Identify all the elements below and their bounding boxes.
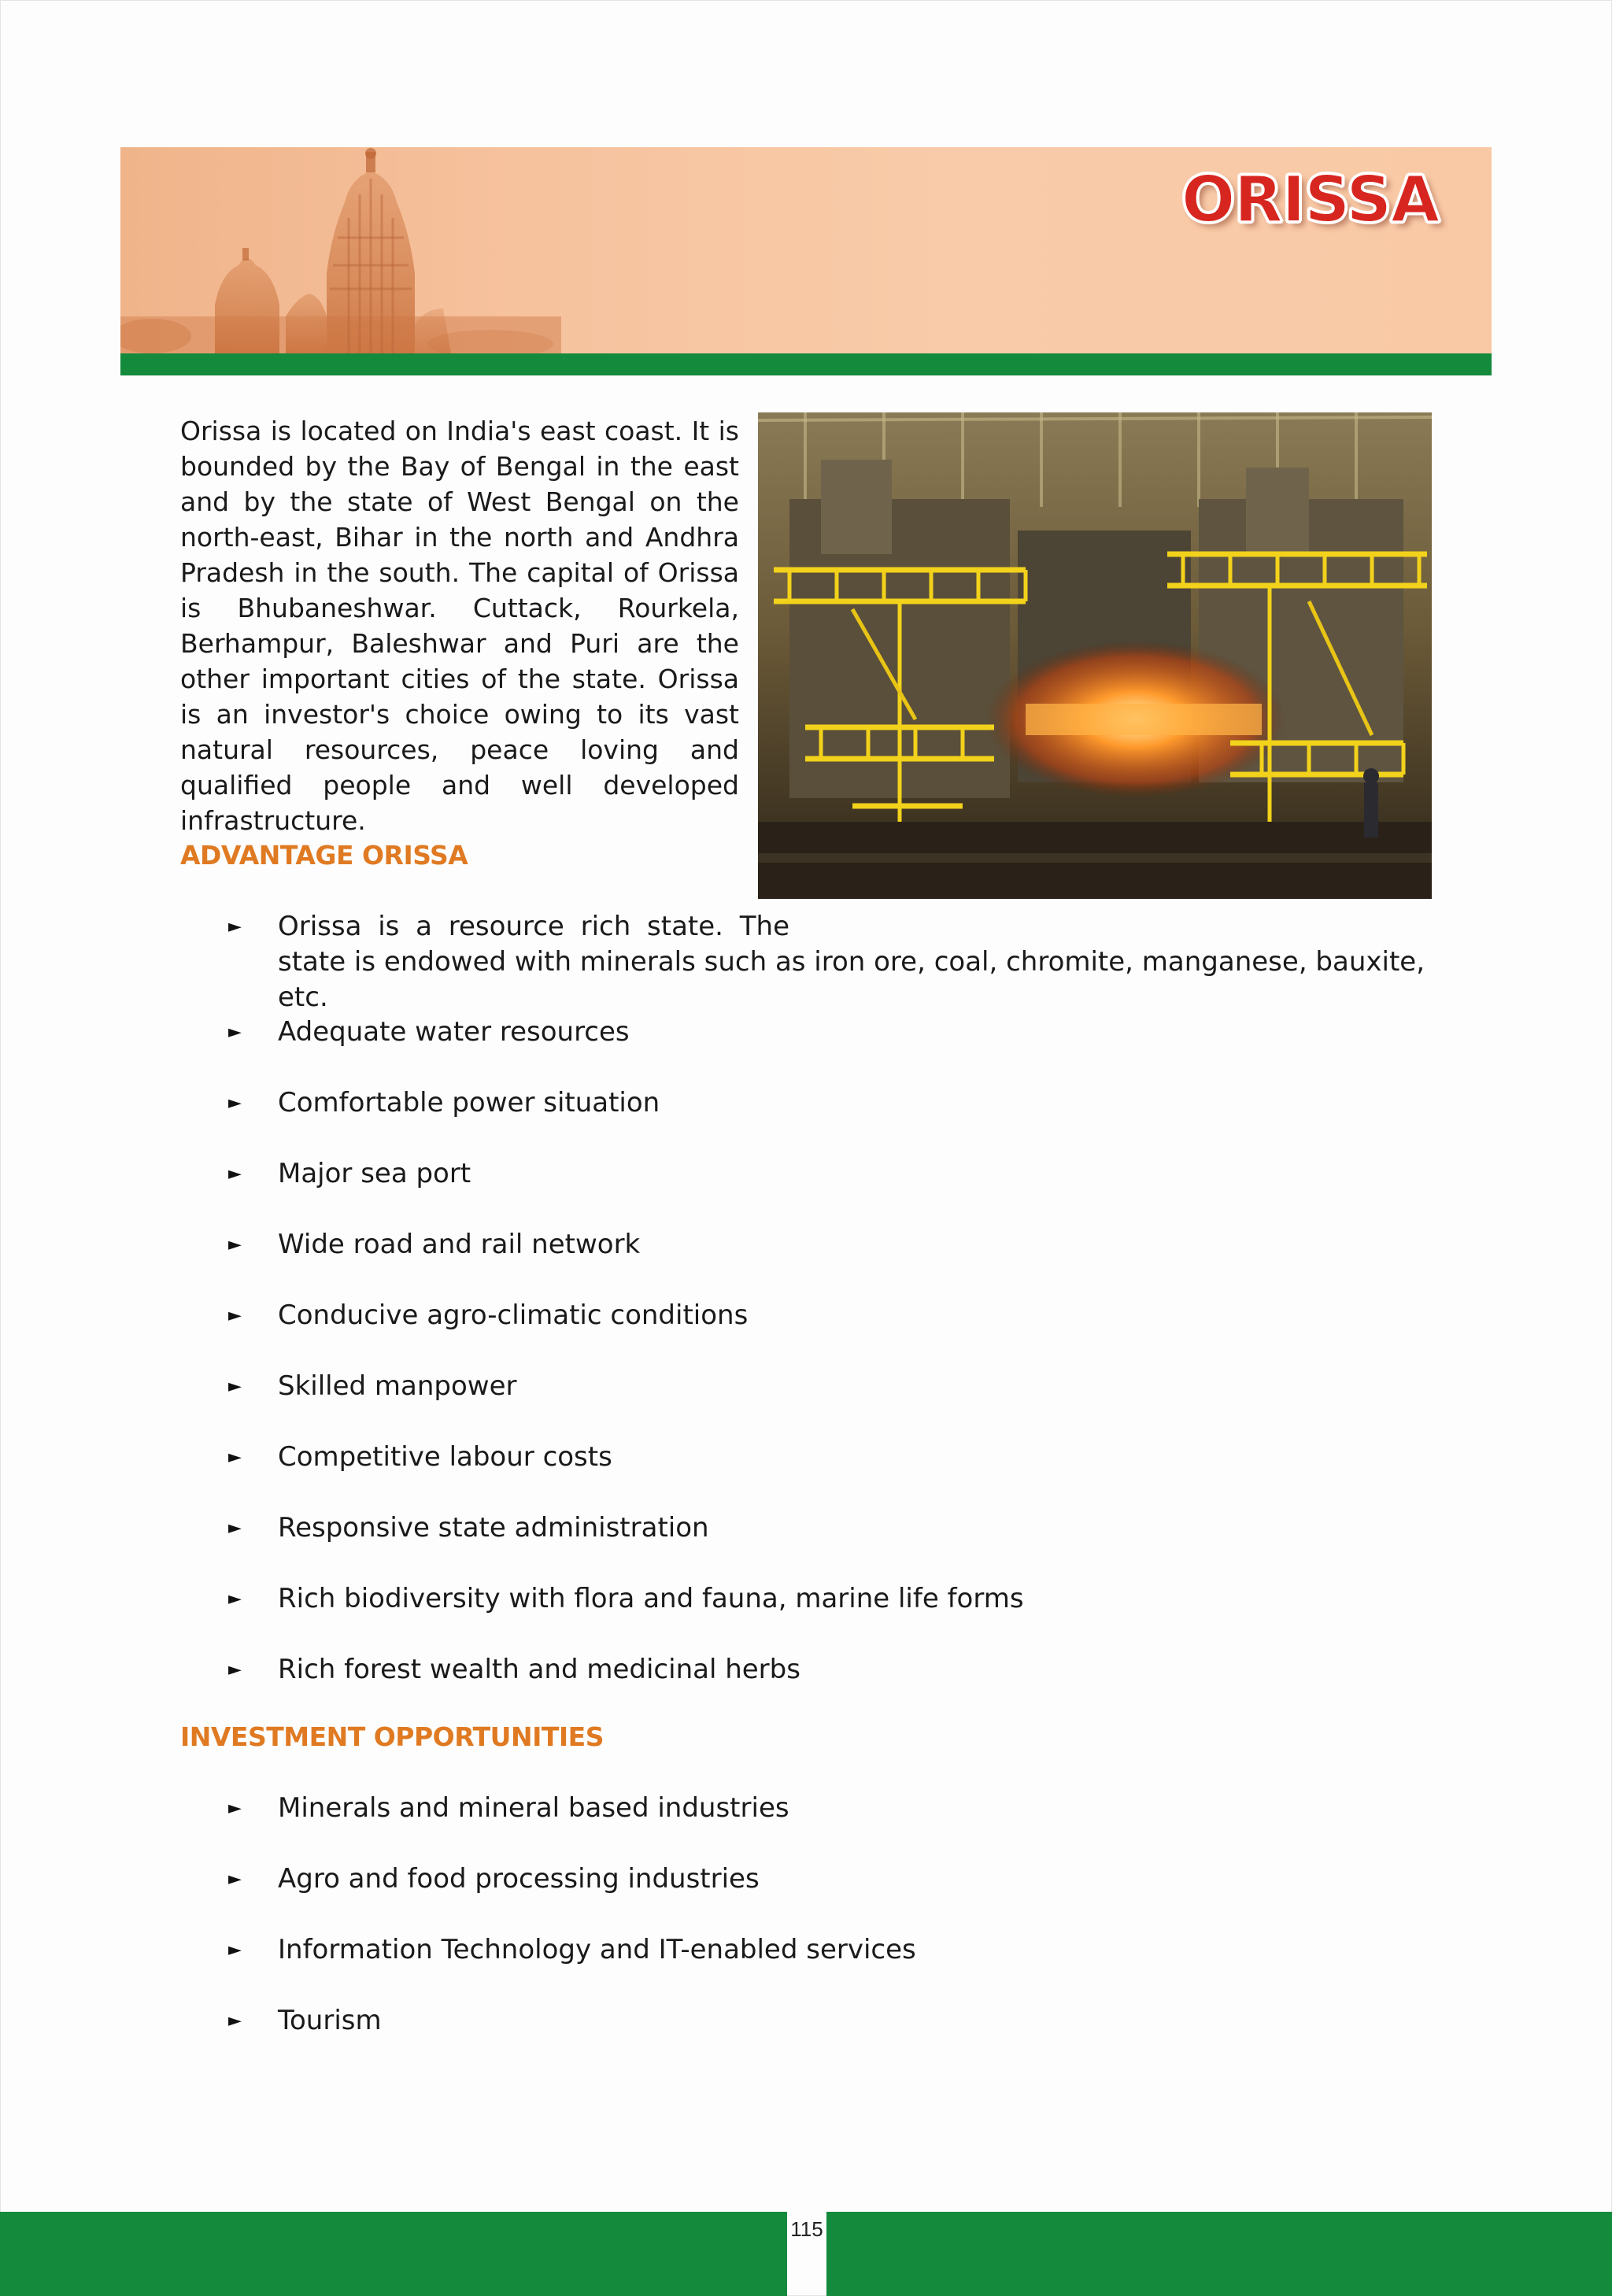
steel-mill-image-icon [758, 412, 1432, 899]
list-item-text: Minerals and mineral based industries [278, 1792, 789, 1824]
list-item-text: Competitive labour costs [278, 1441, 612, 1473]
arrow-bullet-icon: ► [228, 1940, 242, 1960]
arrow-bullet-icon: ► [228, 1447, 242, 1467]
list-item-text: Information Technology and IT-enabled services [278, 1934, 916, 1965]
arrow-bullet-icon: ► [228, 1306, 242, 1325]
arrow-bullet-icon: ► [228, 1869, 242, 1889]
advantage-heading: ADVANTAGE ORISSA [180, 840, 468, 871]
investment-heading: INVESTMENT OPPORTUNITIES [180, 1721, 604, 1752]
list-item-text: Conducive agro-climatic conditions [278, 1300, 749, 1331]
arrow-bullet-icon: ► [228, 1164, 242, 1184]
list-item-text: Rich biodiversity with flora and fauna, marine life forms [278, 1583, 1024, 1614]
arrow-bullet-icon: ► [228, 1377, 242, 1396]
list-item-text: Adequate water resources [278, 1016, 630, 1048]
steel-plant-photo [758, 412, 1432, 899]
list-item-text: Wide road and rail network [278, 1229, 641, 1260]
list-item-text: Rich forest wealth and medicinal herbs [278, 1654, 800, 1685]
arrow-bullet-icon: ► [228, 1589, 242, 1609]
footer-bar-right [826, 2212, 1612, 2296]
list-item-text: Agro and food processing industries [278, 1863, 760, 1895]
intro-paragraph: Orissa is located on India's east coast. It is bounded by the Bay of Bengal in the east and by the state of West Bengal on the north-east, Bihar in the north and Andhra Pradesh in the south. The capital of Orissa is Bhubaneshwar. Cuttack, Rourkela, Berhampur, Baleshwar and Puri are the other important cities of the state. Orissa is an investor's choice owing to its vast natural resources, peace loving and qualified people and well developed infrastructure. [180, 416, 739, 836]
header-green-stripe [120, 353, 1492, 375]
page-number: 115 [790, 2217, 823, 2241]
list-item-first-line: Orissa is a resource rich state. The [278, 911, 789, 942]
list-item-text: Major sea port [278, 1158, 471, 1189]
arrow-bullet-icon: ► [228, 1093, 242, 1113]
list-item-text: Comfortable power situation [278, 1087, 660, 1118]
temple-silhouette-icon [120, 147, 561, 353]
list-item-continuation: state is endowed with minerals such as iron ore, coal, chromite, manganese, bauxite, etc. [278, 946, 1425, 1013]
arrow-bullet-icon: ► [228, 1235, 242, 1255]
arrow-bullet-icon: ► [228, 1518, 242, 1538]
arrow-bullet-icon: ► [228, 917, 242, 937]
list-item-text: Tourism [278, 2005, 382, 2036]
arrow-bullet-icon: ► [228, 1022, 242, 1042]
arrow-bullet-icon: ► [228, 1660, 242, 1680]
list-item-text [278, 909, 1459, 1015]
list-item-text: Responsive state administration [278, 1512, 709, 1544]
arrow-bullet-icon: ► [228, 2011, 242, 2031]
arrow-bullet-icon: ► [228, 1799, 242, 1818]
list-item-text: Skilled manpower [278, 1370, 517, 1402]
footer-bar-left [0, 2212, 787, 2296]
page-title: ORISSA [1181, 163, 1439, 236]
